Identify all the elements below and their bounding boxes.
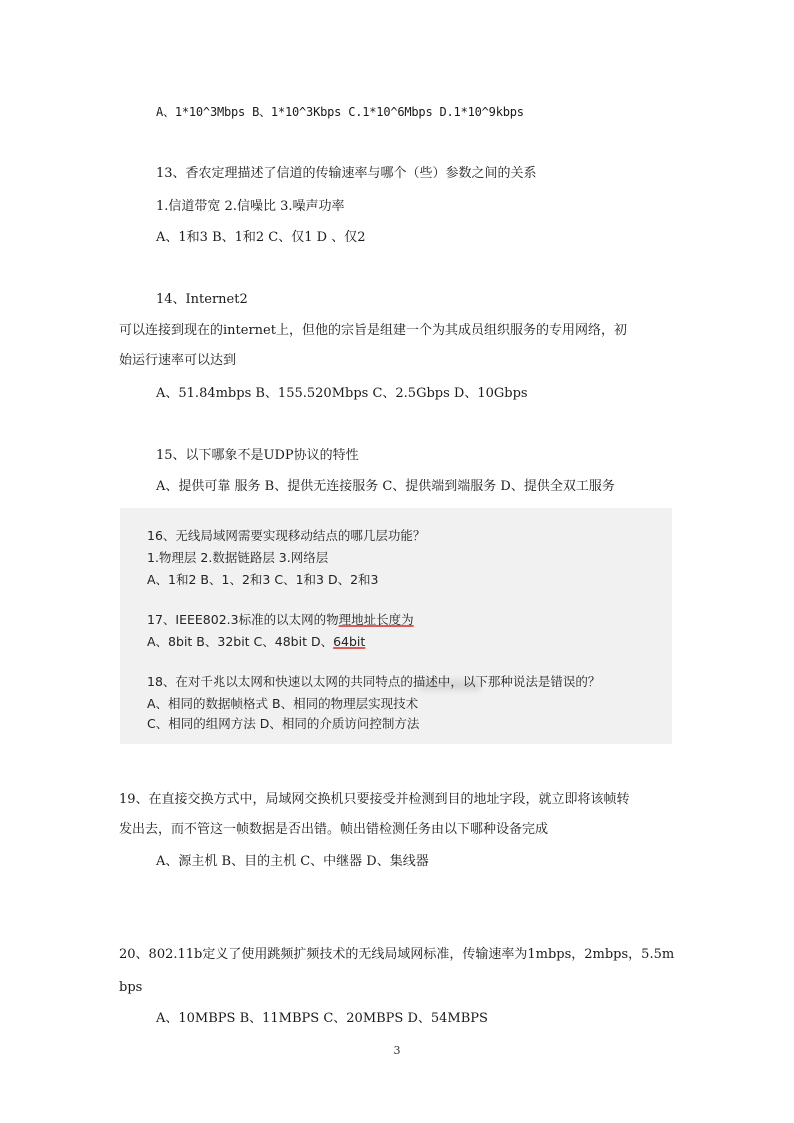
q13-items: 1.信道带宽 2.信噪比 3.噪声功率 bbox=[156, 199, 345, 214]
q19-question-line2: 发出去，而不管这一帧数据是否出错。帧出错检测任务由以下哪种设备完成 bbox=[119, 822, 549, 837]
q17-options-text: A、8bit B、32bit C、48bit D、 bbox=[147, 634, 334, 649]
q17-question-highlight: 理地址长度为 bbox=[338, 612, 414, 627]
q17-question-text: 17、IEEE802.3标准的以太网的物 bbox=[147, 612, 339, 627]
q19-question-line1: 19、在直接交换方式中，局域网交换机只要接受并检测到目的地址字段，就立即将该帧转 bbox=[119, 792, 630, 807]
q18-options-line2: C、相同的组网方法 D、相同的介质访问控制方法 bbox=[147, 716, 420, 731]
q14-question-line1: 14、Internet2 bbox=[156, 292, 248, 307]
q20-options: A、10MBPS B、11MBPS C、20MBPS D、54MBPS bbox=[156, 1011, 488, 1026]
q14-options: A、51.84mbps B、155.520Mbps C、2.5Gbps D、10Gbps bbox=[156, 386, 528, 401]
q12-options: A、1*10^3Mbps B、1*10^3Kbps C.1*10^6Mbps D.1*10^9kbps bbox=[156, 105, 524, 119]
q14-question-line3: 始运行速率可以达到 bbox=[119, 353, 237, 368]
q16-options: A、1和2 B、1、2和3 C、1和3 D、2和3 bbox=[147, 572, 379, 587]
q18-options-line1: A、相同的数据帧格式 B、相同的物理层实现技术 bbox=[147, 696, 419, 711]
q17-options bbox=[147, 634, 365, 650]
q15-options: A、提供可靠 服务 B、提供无连接服务 C、提供端到端服务 D、提供全双工服务 bbox=[156, 479, 615, 494]
q16-items: 1.物理层 2.数据链路层 3.网络层 bbox=[147, 550, 329, 565]
q20-question-line1: 20、802.11b定义了使用跳频扩频技术的无线局域网标准，传输速率为1mbps，2mbps，5.5m bbox=[119, 947, 675, 962]
scanned-question-image bbox=[120, 508, 672, 744]
q13-options: A、1和3 B、1和2 C、仅1 D 、仅2 bbox=[156, 230, 366, 245]
q20-question-line2: bps bbox=[119, 980, 143, 995]
q15-question: 15、以下哪象不是UDP协议的特性 bbox=[156, 448, 359, 463]
q19-options: A、源主机 B、目的主机 C、中继器 D、集线器 bbox=[156, 854, 429, 869]
q13-question: 13、香农定理描述了信道的传输速率与哪个（些）参数之间的关系 bbox=[156, 166, 537, 181]
q16-question: 16、无线局域网需要实现移动结点的哪几层功能？ bbox=[147, 528, 426, 543]
q18-question: 18、在对千兆以太网和快速以太网的共同特点的描述中，以下那种说法是错误的？ bbox=[147, 674, 601, 689]
q17-question bbox=[147, 612, 414, 628]
page-number: 3 bbox=[393, 1044, 401, 1057]
q17-options-highlight: 64bit bbox=[333, 634, 366, 649]
q14-question-line2: 可以连接到现在的internet上，但他的宗旨是组建一个为其成员组织服务的专用网络，初 bbox=[119, 323, 627, 338]
